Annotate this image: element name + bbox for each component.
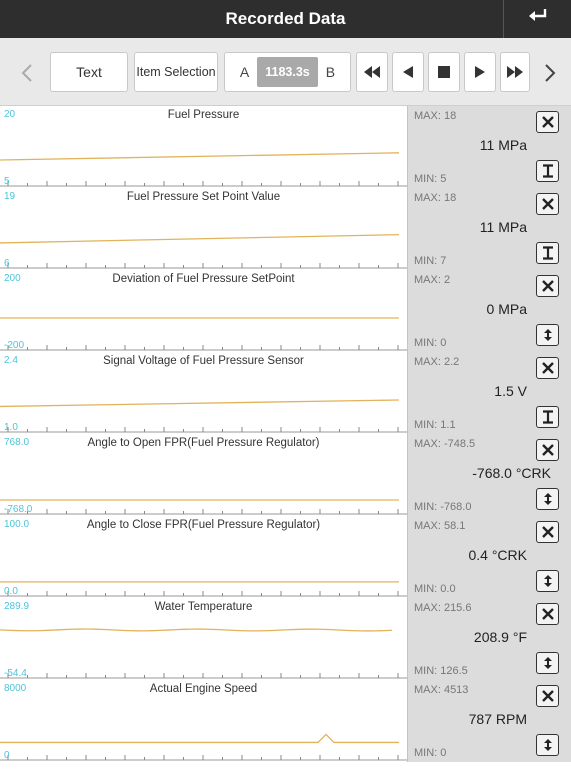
- stream-readout-panel: [407, 680, 571, 762]
- stream-graph: [0, 188, 407, 270]
- return-button[interactable]: [504, 0, 571, 38]
- stop-button[interactable]: [428, 52, 460, 92]
- data-stream-row: [0, 516, 571, 598]
- expand-scale-icon: [542, 656, 554, 670]
- series-line: [0, 153, 399, 160]
- y-axis-max-label: 100.0: [4, 519, 30, 530]
- scale-toggle-button[interactable]: [536, 160, 559, 182]
- stream-readout-panel: [407, 434, 571, 516]
- scale-toggle-button[interactable]: [536, 324, 559, 346]
- y-axis-max-label: 2.4: [4, 355, 18, 366]
- play-button[interactable]: [464, 52, 496, 92]
- stream-readout-panel: [407, 188, 571, 270]
- y-axis-max-label: 289.9: [4, 601, 30, 612]
- remove-stream-button[interactable]: [536, 193, 559, 215]
- fit-scale-icon: [542, 164, 554, 178]
- close-icon: [542, 280, 554, 292]
- y-axis-min-label: 1.0: [4, 422, 18, 433]
- close-icon: [542, 362, 554, 374]
- scale-toggle-button[interactable]: [536, 242, 559, 264]
- step-back-icon: [400, 65, 416, 79]
- y-axis-max-label: 200: [4, 273, 21, 284]
- stream-readout-panel: [407, 106, 571, 188]
- current-value: 1.5 V: [494, 383, 527, 399]
- expand-scale-icon: [542, 328, 554, 342]
- min-value: MIN: 7: [414, 255, 447, 267]
- chevron-left-icon: [20, 63, 34, 83]
- current-value: 11 MPa: [479, 137, 527, 153]
- close-icon: [542, 608, 554, 620]
- data-stream-row: [0, 598, 571, 680]
- remove-stream-button[interactable]: [536, 685, 559, 707]
- remove-stream-button[interactable]: [536, 111, 559, 133]
- marker-range-control[interactable]: [224, 52, 351, 92]
- return-arrow-icon: [527, 7, 549, 32]
- remove-stream-button[interactable]: [536, 521, 559, 543]
- close-icon: [542, 690, 554, 702]
- stream-title: Fuel Pressure: [167, 109, 240, 121]
- min-value: MIN: 126.5: [414, 665, 468, 677]
- stream-title: Angle to Open FPR(Fuel Pressure Regulator): [87, 437, 320, 449]
- text-button[interactable]: Text: [50, 52, 128, 92]
- y-axis-min-label: -768.0: [4, 504, 33, 515]
- page-title: Recorded Data: [225, 9, 346, 28]
- remove-stream-button[interactable]: [536, 439, 559, 461]
- marker-a-label[interactable]: A: [239, 64, 250, 80]
- min-value: MIN: 1.1: [414, 419, 456, 431]
- playback-toolbar: [0, 38, 571, 106]
- y-axis-min-label: -200: [4, 340, 25, 351]
- expand-scale-icon: [542, 574, 554, 588]
- stream-title: Fuel Pressure Set Point Value: [126, 191, 281, 203]
- data-stream-row: [0, 680, 571, 762]
- y-axis-min-label: -54.4: [4, 668, 27, 679]
- stream-title: Deviation of Fuel Pressure SetPoint: [112, 273, 295, 285]
- header-bar: [0, 0, 571, 38]
- current-value: 208.9 °F: [473, 629, 527, 645]
- y-axis-max-label: 19: [4, 191, 16, 202]
- scroll-right-button[interactable]: [535, 58, 565, 88]
- current-value: -768.0 °CRK: [472, 465, 551, 481]
- stream-title: Actual Engine Speed: [149, 683, 258, 695]
- min-value: MIN: 0: [414, 747, 447, 759]
- current-value: 0.4 °CRK: [468, 547, 527, 563]
- play-icon: [472, 65, 488, 79]
- stream-title: Water Temperature: [154, 601, 253, 613]
- fit-scale-icon: [542, 246, 554, 260]
- series-line: [0, 629, 392, 631]
- y-axis-min-label: 6: [4, 258, 10, 269]
- stream-graph: [0, 680, 407, 762]
- min-value: MIN: 0: [414, 337, 447, 349]
- y-axis-max-label: 768.0: [4, 437, 30, 448]
- rewind-icon: [362, 65, 382, 79]
- max-value: MAX: -748.5: [414, 438, 476, 450]
- chevron-right-icon: [543, 63, 557, 83]
- close-icon: [542, 198, 554, 210]
- stream-graph: [0, 434, 407, 516]
- max-value: MAX: 58.1: [414, 520, 466, 532]
- scale-toggle-button[interactable]: [536, 652, 559, 674]
- time-readout: 1183.3s: [257, 57, 318, 87]
- current-value: 787 RPM: [468, 711, 527, 727]
- data-stream-row: [0, 270, 571, 352]
- max-value: MAX: 4513: [414, 684, 469, 696]
- expand-scale-icon: [542, 492, 554, 506]
- y-axis-max-label: 20: [4, 109, 16, 120]
- stream-readout-panel: [407, 516, 571, 598]
- close-icon: [542, 116, 554, 128]
- max-value: MAX: 18: [414, 192, 457, 204]
- y-axis-min-label: 5: [4, 176, 10, 187]
- marker-b-label[interactable]: B: [325, 64, 336, 80]
- expand-scale-icon: [542, 738, 554, 752]
- fast-forward-button[interactable]: [500, 52, 530, 92]
- stream-readout-panel: [407, 270, 571, 352]
- fast-forward-icon: [505, 65, 525, 79]
- scale-toggle-button[interactable]: [536, 734, 559, 756]
- step-back-button[interactable]: [392, 52, 424, 92]
- scale-toggle-button[interactable]: [536, 406, 559, 428]
- remove-stream-button[interactable]: [536, 275, 559, 297]
- scale-toggle-button[interactable]: [536, 488, 559, 510]
- remove-stream-button[interactable]: [536, 603, 559, 625]
- stream-graph: [0, 598, 407, 680]
- min-value: MIN: -768.0: [414, 501, 472, 513]
- current-value: 0 MPa: [486, 301, 527, 317]
- stream-readout-panel: [407, 352, 571, 434]
- stream-graph: [0, 352, 407, 434]
- max-value: MAX: 215.6: [414, 602, 472, 614]
- rewind-button[interactable]: [356, 52, 388, 92]
- stream-readout-panel: [407, 598, 571, 680]
- y-axis-min-label: 0.0: [4, 586, 18, 597]
- y-axis-max-label: 8000: [4, 683, 27, 694]
- stop-icon: [437, 65, 451, 79]
- stream-graph: [0, 270, 407, 352]
- current-value: 11 MPa: [479, 219, 527, 235]
- data-stream-row: [0, 352, 571, 434]
- data-stream-row: [0, 106, 571, 188]
- data-stream-row: [0, 188, 571, 270]
- series-line: [0, 400, 399, 406]
- max-value: MAX: 2.2: [414, 356, 460, 368]
- min-value: MIN: 0.0: [414, 583, 456, 595]
- close-icon: [542, 444, 554, 456]
- scale-toggle-button[interactable]: [536, 570, 559, 592]
- max-value: MAX: 18: [414, 110, 457, 122]
- stream-graph: [0, 106, 407, 188]
- series-line: [0, 734, 399, 742]
- data-stream-row: [0, 434, 571, 516]
- fit-scale-icon: [542, 410, 554, 424]
- stream-graph: [0, 516, 407, 598]
- close-icon: [542, 526, 554, 538]
- scroll-left-button[interactable]: [12, 58, 42, 88]
- series-line: [0, 235, 399, 243]
- min-value: MIN: 5: [414, 173, 447, 185]
- item-selection-button[interactable]: Item Selection: [134, 52, 218, 92]
- y-axis-min-label: 0: [4, 750, 10, 761]
- stream-title: Angle to Close FPR(Fuel Pressure Regulator): [86, 519, 321, 531]
- stream-title: Signal Voltage of Fuel Pressure Sensor: [103, 355, 304, 367]
- max-value: MAX: 2: [414, 274, 451, 286]
- remove-stream-button[interactable]: [536, 357, 559, 379]
- data-stream-list: [0, 106, 571, 762]
